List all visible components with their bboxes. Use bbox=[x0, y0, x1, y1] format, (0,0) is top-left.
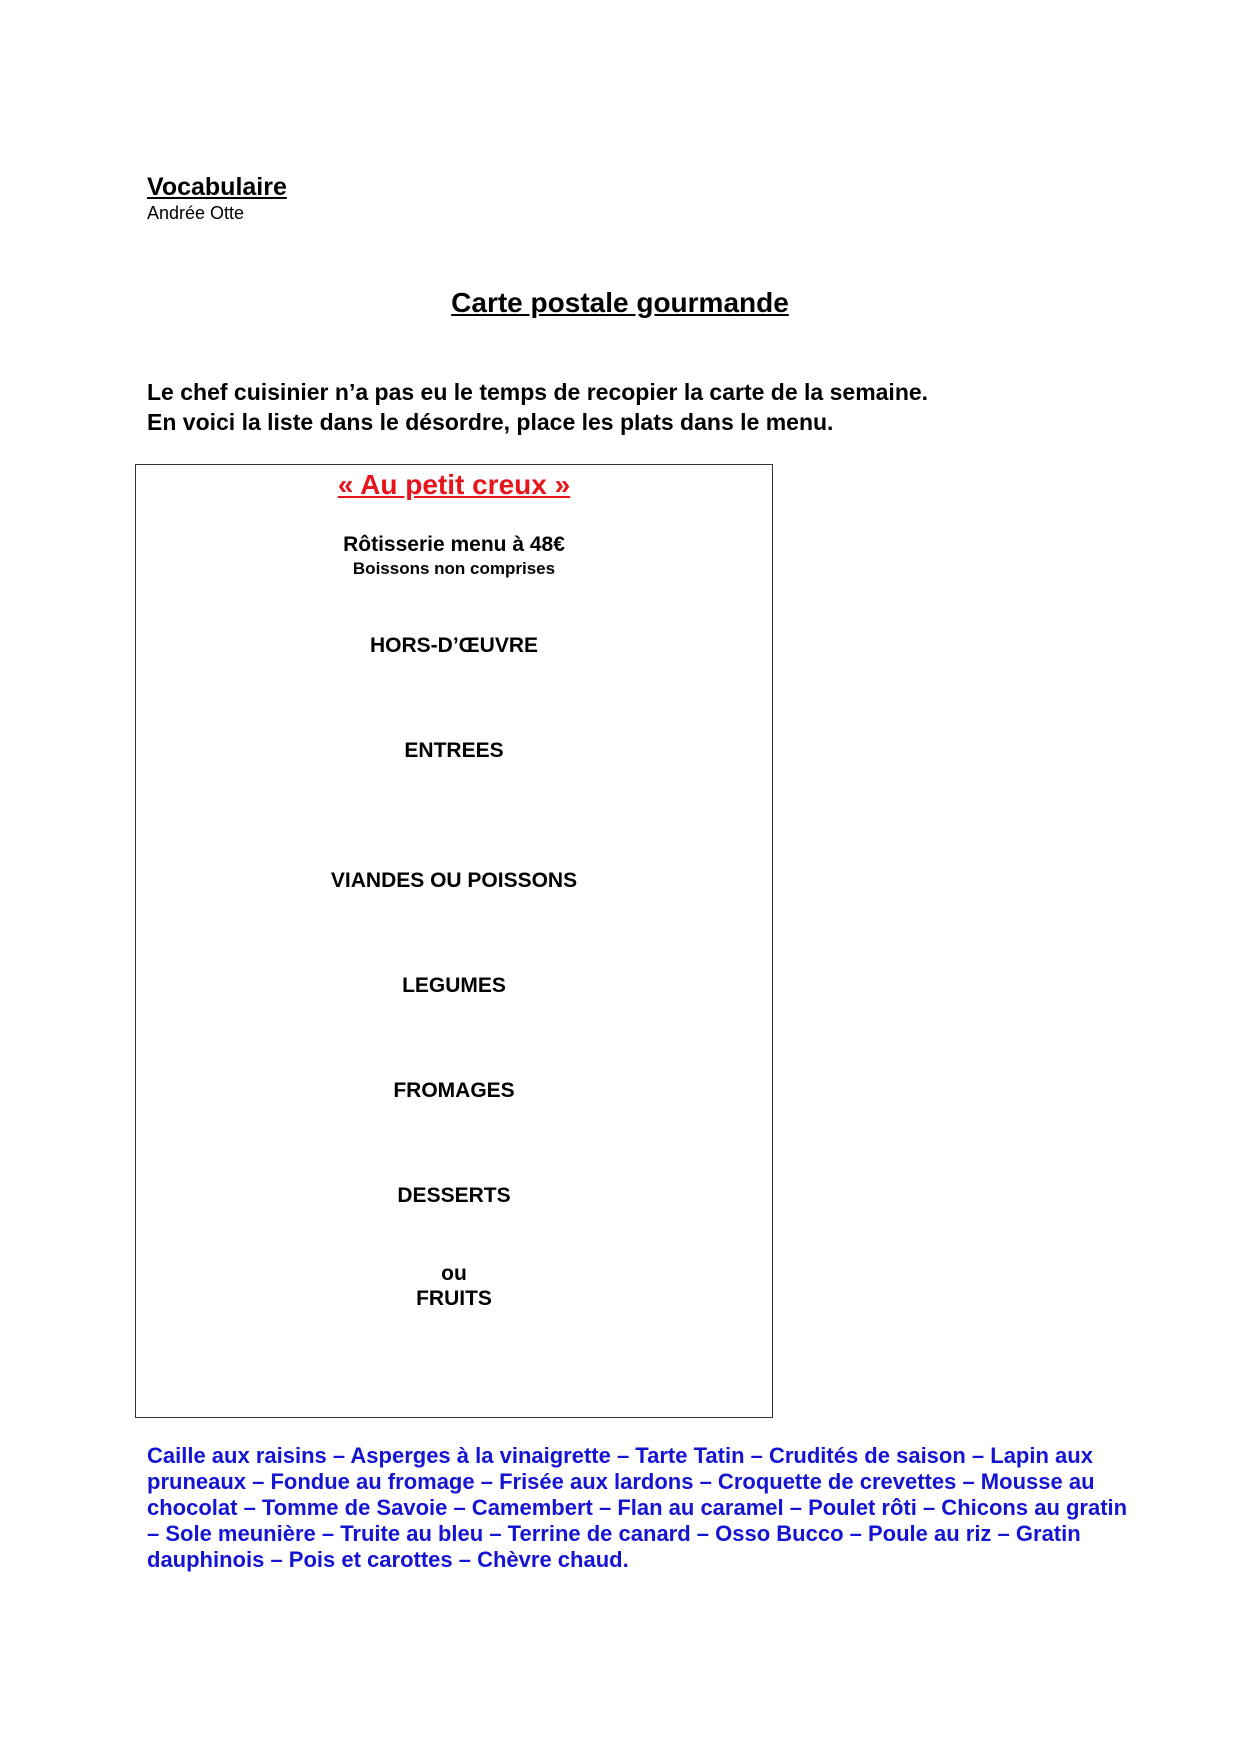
menu-card bbox=[135, 464, 773, 1418]
restaurant-name: « Au petit creux » bbox=[337, 469, 571, 500]
instruction-line-1: Le chef cuisinier n’a pas eu le temps de recopier la carte de la semaine. bbox=[147, 379, 929, 405]
section-hors-doeuvre: HORS-D’ŒUVRE bbox=[369, 634, 538, 657]
drinks-note: Boissons non comprises bbox=[352, 559, 556, 578]
section-viandes-poissons: VIANDES OU POISSONS bbox=[330, 869, 578, 892]
section-legumes: LEGUMES bbox=[402, 974, 506, 997]
instruction-line-2: En voici la liste dans le désordre, place les plats dans le menu. bbox=[147, 409, 834, 435]
vocabulary-heading: Vocabulaire bbox=[147, 173, 287, 201]
section-entrees: ENTREES bbox=[404, 739, 504, 762]
page-title: Carte postale gourmande bbox=[451, 287, 789, 318]
section-fruits: FRUITS bbox=[416, 1287, 492, 1310]
menu-price-line: Rôtisserie menu à 48€ bbox=[343, 533, 565, 556]
author-name: Andrée Otte bbox=[147, 203, 245, 223]
section-desserts: DESSERTS bbox=[397, 1184, 511, 1207]
section-or-connector: ou bbox=[441, 1262, 467, 1285]
dish-list: Caille aux raisins – Asperges à la vinaigrette – Tarte Tatin – Crudités de saison – Lapin aux pruneaux – Fondue au fromage – Frisée aux lardons – Croquette de crevettes – Mousse au chocolat – Tomme de Savoie – Camembert – Flan au caramel – Poulet rôti – Chicons au gratin – Sole meunière – Truite au bleu – Terrine de canard – Osso Bucco – Poule au riz – Gratin dauphinois – Pois et carottes – Chèvre chaud. bbox=[147, 1443, 1128, 1572]
section-fromages: FROMAGES bbox=[393, 1079, 515, 1102]
